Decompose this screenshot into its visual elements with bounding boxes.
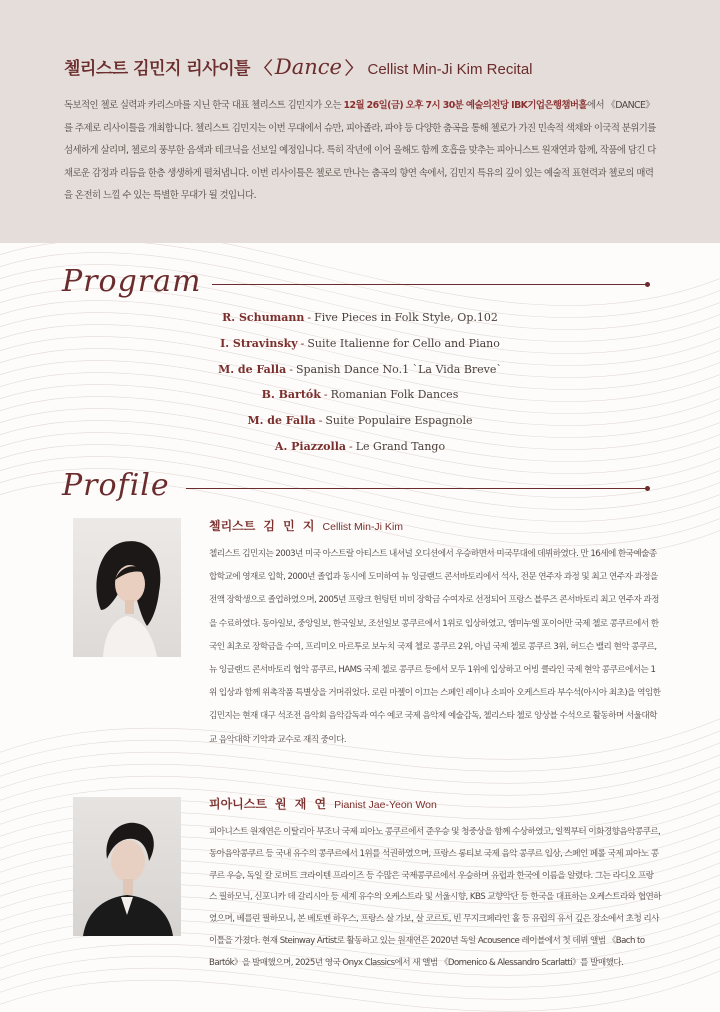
profile-divider <box>186 488 648 489</box>
cellist-photo <box>73 518 181 657</box>
program-work: Le Grand Tango <box>355 439 446 453</box>
pianist-role: 피아니스트 <box>209 797 267 811</box>
title-close-bracket: 〉 <box>344 59 362 79</box>
pianist-name-en: Pianist Jae-Yeon Won <box>334 799 437 811</box>
program-divider <box>212 284 648 285</box>
program-dash: - <box>300 336 305 350</box>
program-composer: A. Piazzolla <box>274 439 347 453</box>
program-composer: R. Schumann <box>222 311 305 324</box>
intro-paragraph <box>64 95 660 208</box>
cellist-bio: 첼리스트 김민지는 2003년 미국 아스트랄 아티스트 내셔널 오디션에서 우승하면서 미국무대에 데뷔하였다. 만 16세에 한국예술종합학교에 영재로 입학, 2000년 졸업과 동시에 도미하여 뉴 잉글랜드 콘서바토리에서 석사, 전문 연주자 과정 및 최고 연주자 과정을 전액 장학생으로 졸업하였으며, 2005년 프랑크 헌팅턴 비비 장학금 수여자로 선정되어 프랑스 블루즈 콘서바토리 최고 연주자 과정을 수료하였다. 동아일보, 중앙일보, 한국일보, 조선일보 콩쿠르에서 1위로 입상하였고, 엠미누엘 포이어만 국제 첼로 콩쿠르에서 한국인 최초로 장학금을 수여, 프리미오 마르투로 보누치 국제 첼로 콩쿠르 2위, 아넘 국제 첼로 콩쿠르 3위, 허드슨 밸리 현악 콩쿠르, 뉴 잉글랜드 콘서바토리 협악 콩쿠르, HAMS 국제 첼로 콩쿠르 등에서 모두 1위에 입상하고 어빙 클라인 국제 현악 콩쿠르에서는 1위 입상과 함께 위촉작품 특별상을 거머쥐었다. 로린 마젤이 이끄는 스페인 레이나 소피아 오케스트라 부수석(아시아 최초)을 역임한 김민지는 현재 대구 석조전 음악회 음악감독과 여수 예코 국제 음악제 예술감독, 첼리스타 첼로 앙상블 수석으로 활동하며 서울대학교 음악대학 기악과 교수로 재직 중이다. <box>209 549 661 745</box>
program-work: Suite Populaire Espagnole <box>325 414 473 428</box>
cellist-name-row <box>209 517 669 537</box>
intro-text-1: 독보적인 첼로 실력과 카리스마를 지닌 한국 대표 첼리스트 김민지가 오는 <box>64 100 344 111</box>
program-item <box>0 305 720 331</box>
program-item <box>0 357 720 383</box>
program-item <box>0 331 720 357</box>
program-composer: I. Stravinsky <box>220 336 298 350</box>
profile-heading: Profile <box>62 468 170 503</box>
program-composer: M. de Falla <box>247 414 316 428</box>
intro-text-2: 에서 《DANCE》를 주제로 리사이틀을 개최합니다. 첼리스트 김민지는 이번 무대에서 슈만, 피아졸라, 파야 등 다양한 춤곡을 통해 첼로가 가진 민속적 색채와 이국적 분위기를 섬세하게 살리며, 첼로의 풍부한 음색과 테크닉을 선보일 예정입니다. 특히 작년에 이어 올해도 함께 호흡을 맞추는 피아니스트 원재연과 함께, 작품에 담긴 다채로운 감정과 리듬을 한층 생생하게 펼쳐냅니다. 이번 리사이틀은 첼로로 만나는 춤곡의 향연 속에서, 김민지 특유의 깊이 있는 예술적 표현력과 첼로의 매력을 온전히 느낄 수 있는 특별한 무대가 될 것입니다. <box>64 100 656 201</box>
program-dash: - <box>318 414 323 428</box>
cellist-role: 첼리스트 <box>209 519 256 533</box>
program-dash: - <box>307 311 312 324</box>
pianist-name-ko: 원 재 연 <box>274 797 329 811</box>
program-work: Five Pieces in Folk Style, Op.102 <box>314 311 498 324</box>
title-korean: 첼리스트 김민지 리사이틀 〈 <box>64 59 272 79</box>
program-work: Spanish Dance No.1 `La Vida Breve` <box>295 362 502 376</box>
intro-section <box>0 0 720 243</box>
program-work: Suite Italienne for Cello and Piano <box>307 336 500 350</box>
intro-date-venue: 12월 26일(금) 오후 7시 30분 예술의전당 IBK기업은행챔버홀 <box>343 100 587 111</box>
program-item <box>0 408 720 434</box>
title-dance: Dance <box>274 55 342 79</box>
program-dash: - <box>323 388 328 402</box>
title-english: Cellist Min-Ji Kim Recital <box>367 61 533 78</box>
program-item <box>0 382 720 408</box>
program-heading: Program <box>62 264 202 299</box>
profile-divider-dot <box>645 486 650 491</box>
cellist-name-en: Cellist Min-Ji Kim <box>322 521 404 533</box>
program-divider-dot <box>645 282 650 287</box>
pianist-name-row <box>209 795 669 815</box>
program-dash: - <box>349 439 353 453</box>
program-list <box>0 305 720 460</box>
program-composer: M. de Falla <box>218 362 287 376</box>
recital-title <box>64 54 664 84</box>
program-heading-row <box>62 264 662 304</box>
pianist-bio: 피아니스트 원재연은 이탈리아 부조니 국제 피아노 콩쿠르에서 준우승 및 청중상을 함께 수상하였고, 일찍부터 이화경향음악콩쿠르, 동아음악콩쿠르 등 국내 유수의 콩쿠르에서 1위를 석권하였으며, 프랑스 롱티보 국제 음악 콩쿠르 입상, 스페인 페롤 국제 피아노 콩쿠르 우승, 독일 칼 로버트 크라이텐 프라이즈 등 수많은 국제콩쿠르에서 우승하며 유럽과 한국에 이름을 알렸다. 그는 라디오 프랑스 필하모닉, 신포니카 데 갈리시아 등 세계 유수의 오케스트라 및 서울시향, KBS 교향악단 등 한국을 대표하는 오케스트라와 협연하였으며, 베를린 필하모니, 본 베토벤 하우스, 프랑스 살 가보, 살 코르토, 빈 무지크페라인 홀 등 유럽의 유서 깊은 장소에서 초청 리사이틀을 가졌다. 현재 Steinway Artist로 활동하고 있는 원재연은 2020년 독일 Acousence 레이블에서 첫 데뷔 앨범 《Bach to Bartók》을 발매했으며, 2025년 영국 Onyx Classics에서 새 앨범 《Domenico & Alessandro Scarlatti》를 발매했다. <box>209 827 661 968</box>
program-composer: B. Bartók <box>261 388 321 402</box>
pianist-photo <box>73 797 181 936</box>
program-dash: - <box>289 362 293 376</box>
profile-heading-row <box>62 468 662 508</box>
program-work: Romanian Folk Dances <box>330 388 459 402</box>
cellist-name-ko: 김 민 지 <box>263 519 317 533</box>
program-item <box>0 434 720 460</box>
